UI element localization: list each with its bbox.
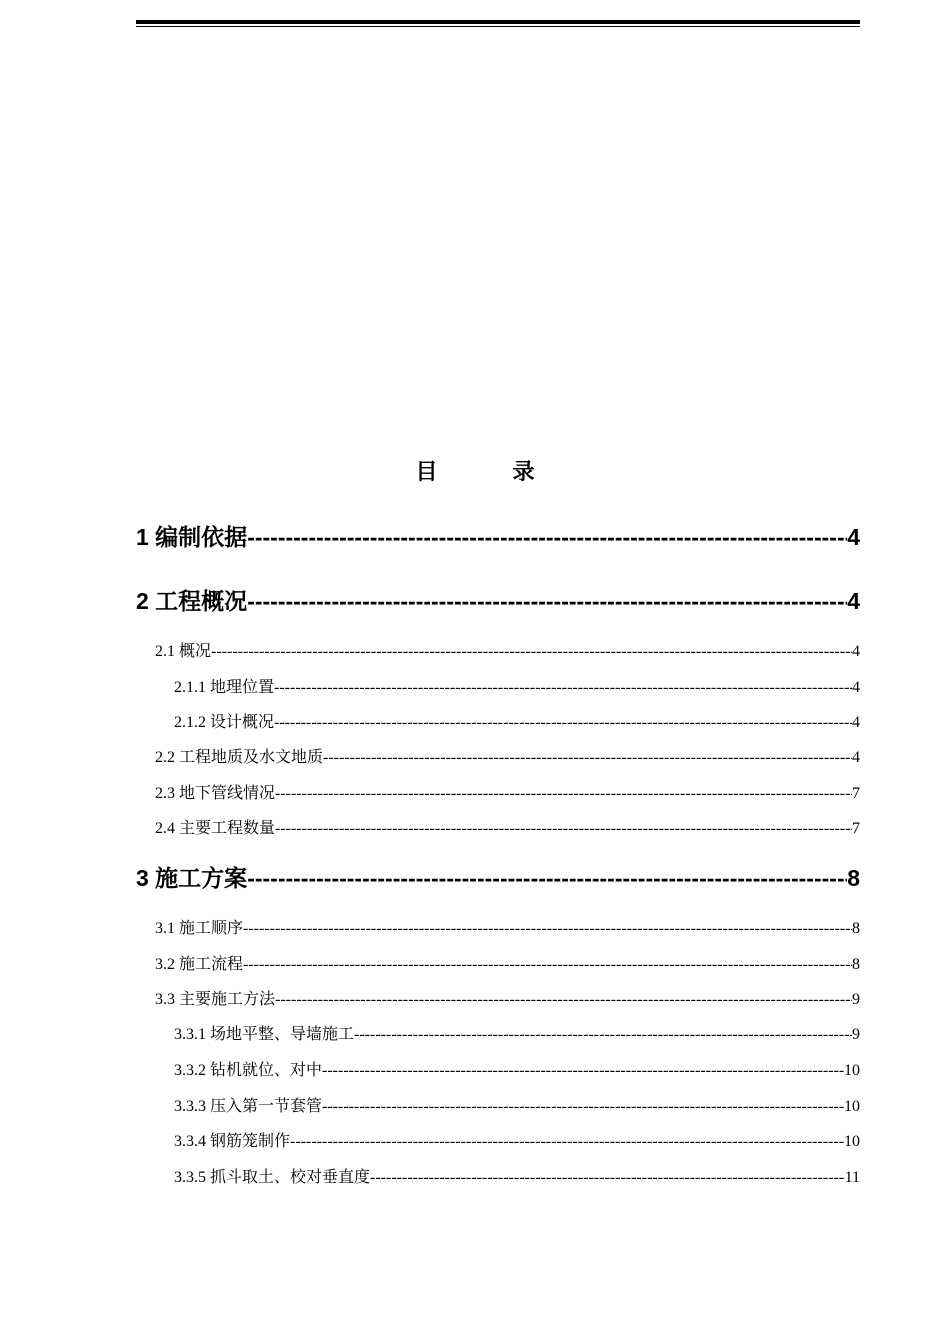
toc-entry-3-3-2[interactable] — [174, 1057, 860, 1080]
toc-leader — [275, 991, 852, 1009]
toc-entry-3-3[interactable] — [155, 986, 860, 1009]
toc-entry-3-3-5[interactable] — [174, 1164, 860, 1187]
toc-entry-page: 4 — [852, 749, 860, 766]
toc-entry-label: 2.1 概况 — [155, 643, 212, 660]
toc-entry-3-3-3[interactable] — [174, 1093, 860, 1116]
toc-entry-page: 11 — [844, 1169, 860, 1186]
toc-leader — [290, 1133, 844, 1151]
toc-leader — [275, 785, 852, 803]
toc-entry-page: 7 — [852, 785, 860, 802]
toc-entry-2-4[interactable] — [155, 815, 860, 838]
toc-leader — [322, 1062, 844, 1080]
toc-entry-label: 2.4 主要工程数量 — [155, 820, 276, 837]
toc-entry-2-1-2[interactable] — [174, 709, 860, 732]
toc-entry-label: 2.1.1 地理位置 — [174, 679, 275, 696]
toc-entry-3[interactable] — [136, 860, 860, 893]
toc-leader — [354, 1026, 852, 1044]
toc-entry-label: 3.3.3 压入第一节套管 — [174, 1098, 323, 1115]
toc-entry-label: 3.3 主要施工方法 — [155, 991, 276, 1008]
toc-entry-page: 9 — [852, 1026, 860, 1043]
toc-leader — [243, 956, 852, 974]
toc-entry-2-3[interactable] — [155, 780, 860, 803]
toc-leader — [247, 588, 847, 615]
toc-entry-page: 8 — [847, 865, 860, 891]
toc-entry-page: 8 — [852, 920, 860, 937]
toc-entry-label: 3.1 施工顺序 — [155, 920, 244, 937]
toc-entry-page: 10 — [844, 1062, 860, 1079]
toc-entry-1[interactable] — [136, 519, 860, 552]
toc-entry-page: 10 — [844, 1098, 860, 1115]
toc-entry-label: 3 施工方案 — [136, 865, 248, 891]
toc-entry-page: 4 — [852, 679, 860, 696]
toc-title-left: 目 — [415, 459, 438, 484]
toc-leader — [247, 865, 847, 892]
toc-leader — [323, 749, 852, 767]
header-rule-thick — [136, 20, 860, 24]
header-rule-thin — [136, 26, 860, 27]
toc-entry-page: 8 — [852, 956, 860, 973]
toc-leader — [247, 524, 847, 551]
toc-entry-label: 3.3.1 场地平整、导墙施工 — [174, 1026, 355, 1043]
toc-leader — [275, 820, 852, 838]
toc-entry-label: 3.3.5 抓斗取土、校对垂直度 — [174, 1169, 371, 1186]
toc-entry-3-3-1[interactable] — [174, 1021, 860, 1044]
toc-entry-page: 4 — [847, 524, 860, 550]
toc-entry-3-2[interactable] — [155, 951, 860, 974]
toc-leader — [274, 714, 852, 732]
toc-entry-page: 4 — [852, 643, 860, 660]
toc-title — [0, 455, 950, 486]
toc-entry-label: 1 编制依据 — [136, 524, 248, 550]
toc-entry-page: 9 — [852, 991, 860, 1008]
toc-entry-2-2[interactable] — [155, 744, 860, 767]
toc-entry-label: 3.3.4 钢筋笼制作 — [174, 1133, 291, 1150]
toc-leader — [370, 1169, 845, 1187]
toc-entry-page: 10 — [844, 1133, 860, 1150]
toc-entry-2-1-1[interactable] — [174, 674, 860, 697]
toc-entry-page: 4 — [852, 714, 860, 731]
toc-entry-2-1[interactable] — [155, 638, 860, 661]
toc-entry-label: 3.2 施工流程 — [155, 956, 244, 973]
toc-leader — [322, 1098, 844, 1116]
toc-title-right: 录 — [512, 459, 535, 484]
toc-entry-2[interactable] — [136, 583, 860, 616]
toc-entry-page: 4 — [847, 588, 860, 614]
toc-leader — [243, 920, 852, 938]
toc-entry-label: 2 工程概况 — [136, 588, 248, 614]
toc-leader — [274, 679, 852, 697]
toc-entry-label: 2.3 地下管线情况 — [155, 785, 276, 802]
toc-entry-label: 3.3.2 钻机就位、对中 — [174, 1062, 323, 1079]
toc-entry-3-3-4[interactable] — [174, 1128, 860, 1151]
toc-entry-label: 2.2 工程地质及水文地质 — [155, 749, 324, 766]
toc-leader — [211, 643, 852, 661]
toc-entry-label: 2.1.2 设计概况 — [174, 714, 275, 731]
toc-entry-page: 7 — [852, 820, 860, 837]
toc-entry-3-1[interactable] — [155, 915, 860, 938]
